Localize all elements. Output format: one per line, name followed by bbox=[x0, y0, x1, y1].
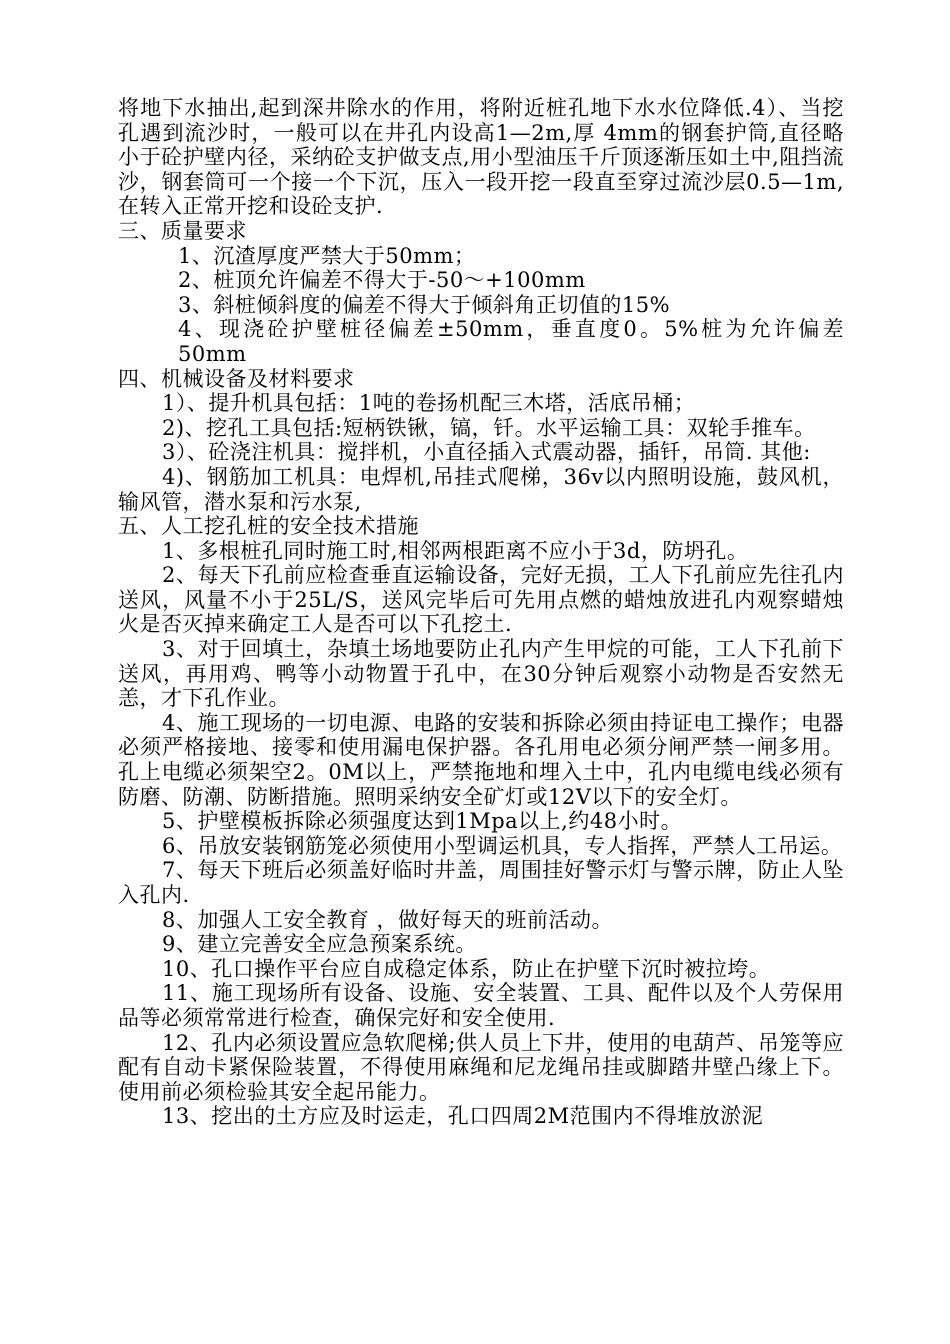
safety-item-12: 12、孔内必须设置应急软爬梯;供人员上下井，使用的电葫芦、吊笼等应配有自动卡紧保险装置，不得使用麻绳和尼龙绳吊挂或脚踏井壁凸缘上下。使用前必须检验其安全起吊能力。 bbox=[118, 1030, 844, 1104]
section-heading-safety: 五、人工挖孔桩的安全技术措施 bbox=[118, 514, 419, 539]
safety-item-4: 4、施工现场的一切电源、电路的安装和拆除必须由持证电工操作；电器必须严格接地、接零和使用漏电保护器。各孔用电必须分闸严禁一闸多用。孔上电缆必须架空2。0M以上，严禁拖地和埋入土中，孔内电缆电线必须有防磨、防潮、防断措施。照明采纳安全矿灯或12V以下的安全灯。 bbox=[118, 710, 844, 809]
body-paragraph: 将地下水抽出,起到深井除水的作用，将附近桩孔地下水水位降低.4）、当挖孔遇到流沙时，一般可以在井孔内设高1—2m,厚 4mm的钢套护筒,直径略小于砼护壁内径，采纳砼支护做支点,用小型油压千斤顶逐渐压如土中,阻挡流沙，钢套筒可一个接一个下沉，压入一段开挖一段直至穿过流沙层0.5—1m,在转入正常开挖和设砼支护. bbox=[118, 96, 844, 219]
equipment-item-4: 4)、钢筋加工机具：电焊机,吊挂式爬梯，36v以内照明设施，鼓风机，输风管，潜水泵和污水泵, bbox=[118, 464, 844, 514]
quality-item-3: 3、斜桩倾斜度的偏差不得大于倾斜角正切值的15% bbox=[178, 292, 671, 317]
quality-item-4: 4、现浇砼护壁桩径偏差±50mm，垂直度0。5%桩为允许偏差50mm bbox=[178, 317, 844, 366]
safety-item-1: 1、多根桩孔同时施工时,相邻两根距离不应小于3d，防坍孔。 bbox=[162, 538, 749, 563]
safety-item-3: 3、对于回填土，杂填土场地要防止孔内产生甲烷的可能，工人下孔前下送风，再用鸡、鸭等小动物置于孔中，在30分钟后观察小动物是否安然无恙，才下孔作业。 bbox=[118, 637, 844, 711]
safety-item-11: 11、施工现场所有设备、设施、安全装置、工具、配件以及个人劳保用品等必须常常进行检查，确保完好和安全使用. bbox=[118, 981, 844, 1030]
section-heading-equipment: 四、机械设备及材料要求 bbox=[118, 366, 355, 391]
equipment-item-1: 1）、提升机具包括：1吨的卷扬机配三木塔，活底吊桶； bbox=[162, 391, 696, 416]
safety-item-8: 8、加强人工安全教育 ，做好每天的班前活动。 bbox=[162, 907, 614, 932]
safety-item-13: 13、挖出的土方应及时运走，孔口四周2M范围内不得堆放淤泥 bbox=[162, 1104, 764, 1129]
safety-item-5: 5、护壁模板拆除必须强度达到1Mpa以上,约48小时。 bbox=[162, 809, 683, 834]
safety-item-2: 2、每天下孔前应检查垂直运输设备，完好无损，工人下孔前应先往孔内送风，风量不小于25L/S，送风完毕后可先用点燃的蜡烛放进孔内观察蜡烛火是否灭掉来确定工人是否可以下孔挖土. bbox=[118, 563, 844, 637]
safety-item-6: 6、吊放安装钢筋笼必须使用小型调运机具，专人指挥，严禁人工吊运。 bbox=[162, 833, 843, 858]
quality-item-1: 1、沉渣厚度严禁大于50mm； bbox=[178, 243, 476, 268]
section-heading-quality: 三、质量要求 bbox=[118, 218, 247, 243]
safety-item-9: 9、建立完善安全应急预案系统。 bbox=[162, 932, 477, 957]
equipment-item-2: 2)、挖孔工具包括:短柄铁锹，镐，钎。水平运输工具：双轮手推车。 bbox=[162, 415, 816, 440]
safety-item-10: 10、孔口操作平台应自成稳定体系，防止在护壁下沉时被拉垮。 bbox=[162, 956, 771, 981]
document-page bbox=[118, 96, 844, 1129]
quality-item-2: 2、桩顶允许偏差不得大于-50～+100mm bbox=[178, 268, 586, 293]
safety-item-7: 7、每天下班后必须盖好临时井盖，周围挂好警示灯与警示牌，防止人坠入孔内. bbox=[118, 858, 844, 907]
equipment-item-3: 3）、砼浇注机具：搅拌机，小直径插入式震动器，插钎，吊筒. 其他: bbox=[162, 440, 811, 465]
